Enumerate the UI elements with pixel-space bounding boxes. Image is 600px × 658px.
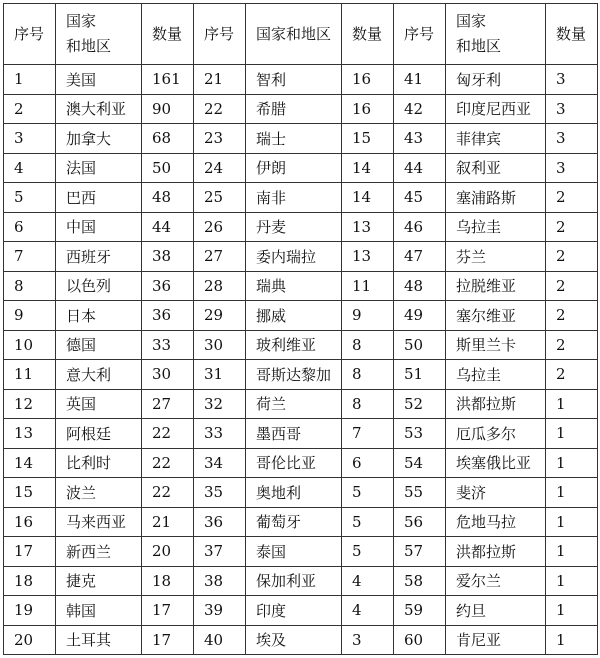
count-cell: 2 — [546, 183, 598, 213]
country-cell: 瑞士 — [246, 124, 342, 154]
table-row — [4, 94, 598, 124]
count-cell: 38 — [142, 242, 194, 272]
seq-cell: 28 — [194, 271, 246, 301]
country-cell: 丹麦 — [246, 212, 342, 242]
header-country-1-line1: 国家 — [66, 12, 97, 30]
seq-cell: 12 — [4, 389, 56, 419]
country-cell: 洪都拉斯 — [446, 537, 546, 567]
count-cell: 4 — [342, 566, 394, 596]
header-country-1-line2: 和地区 — [66, 37, 112, 55]
count-cell: 16 — [342, 94, 394, 124]
seq-cell: 15 — [4, 478, 56, 508]
country-cell: 芬兰 — [446, 242, 546, 272]
country-cell: 中国 — [56, 212, 142, 242]
header-count-1: 数量 — [142, 4, 194, 65]
count-cell: 8 — [342, 360, 394, 390]
country-cell: 乌拉圭 — [446, 360, 546, 390]
country-cell: 巴西 — [56, 183, 142, 213]
table-row — [4, 153, 598, 183]
table-row — [4, 537, 598, 567]
country-cell: 斐济 — [446, 478, 546, 508]
country-cell: 新西兰 — [56, 537, 142, 567]
country-cell: 印度尼西亚 — [446, 94, 546, 124]
country-cell: 埃塞俄比亚 — [446, 448, 546, 478]
count-cell: 14 — [342, 153, 394, 183]
country-cell: 希腊 — [246, 94, 342, 124]
count-cell: 22 — [142, 419, 194, 449]
seq-cell: 6 — [4, 212, 56, 242]
count-cell: 14 — [342, 183, 394, 213]
seq-cell: 4 — [4, 153, 56, 183]
header-country-1 — [56, 4, 142, 65]
seq-cell: 34 — [194, 448, 246, 478]
count-cell: 3 — [546, 94, 598, 124]
country-cell: 挪威 — [246, 301, 342, 331]
country-cell: 波兰 — [56, 478, 142, 508]
country-cell: 塞尔维亚 — [446, 301, 546, 331]
seq-cell: 44 — [394, 153, 446, 183]
count-cell: 8 — [342, 330, 394, 360]
count-cell: 1 — [546, 596, 598, 626]
country-cell: 美国 — [56, 65, 142, 95]
count-cell: 5 — [342, 507, 394, 537]
country-cell: 比利时 — [56, 448, 142, 478]
header-count-3: 数量 — [546, 4, 598, 65]
table-body — [4, 65, 598, 655]
country-cell: 澳大利亚 — [56, 94, 142, 124]
country-cell: 墨西哥 — [246, 419, 342, 449]
seq-cell: 37 — [194, 537, 246, 567]
count-cell: 3 — [546, 124, 598, 154]
country-cell: 伊朗 — [246, 153, 342, 183]
country-cell: 塞浦路斯 — [446, 183, 546, 213]
seq-cell: 55 — [394, 478, 446, 508]
count-cell: 1 — [546, 507, 598, 537]
country-cell: 匈牙利 — [446, 65, 546, 95]
seq-cell: 8 — [4, 271, 56, 301]
count-cell: 44 — [142, 212, 194, 242]
country-cell: 肯尼亚 — [446, 625, 546, 655]
header-country-2: 国家和地区 — [246, 4, 342, 65]
seq-cell: 5 — [4, 183, 56, 213]
header-country-3-line1: 国家 — [456, 12, 487, 30]
country-cell: 洪都拉斯 — [446, 389, 546, 419]
count-cell: 5 — [342, 537, 394, 567]
count-cell: 13 — [342, 242, 394, 272]
table-row — [4, 448, 598, 478]
country-cell: 英国 — [56, 389, 142, 419]
country-cell: 马来西亚 — [56, 507, 142, 537]
seq-cell: 54 — [394, 448, 446, 478]
seq-cell: 58 — [394, 566, 446, 596]
seq-cell: 11 — [4, 360, 56, 390]
table-row — [4, 566, 598, 596]
seq-cell: 13 — [4, 419, 56, 449]
country-cell: 日本 — [56, 301, 142, 331]
seq-cell: 23 — [194, 124, 246, 154]
seq-cell: 31 — [194, 360, 246, 390]
header-country-3 — [446, 4, 546, 65]
header-seq-3: 序号 — [394, 4, 446, 65]
country-cell: 加拿大 — [56, 124, 142, 154]
country-cell: 约旦 — [446, 596, 546, 626]
country-cell: 委内瑞拉 — [246, 242, 342, 272]
country-cell: 法国 — [56, 153, 142, 183]
country-cell: 奥地利 — [246, 478, 342, 508]
table-row — [4, 596, 598, 626]
count-cell: 9 — [342, 301, 394, 331]
seq-cell: 40 — [194, 625, 246, 655]
country-cell: 德国 — [56, 330, 142, 360]
seq-cell: 60 — [394, 625, 446, 655]
seq-cell: 14 — [4, 448, 56, 478]
seq-cell: 30 — [194, 330, 246, 360]
count-cell: 2 — [546, 360, 598, 390]
country-cell: 叙利亚 — [446, 153, 546, 183]
seq-cell: 27 — [194, 242, 246, 272]
country-cell: 西班牙 — [56, 242, 142, 272]
country-cell: 菲律宾 — [446, 124, 546, 154]
seq-cell: 50 — [394, 330, 446, 360]
country-cell: 阿根廷 — [56, 419, 142, 449]
count-cell: 1 — [546, 566, 598, 596]
country-cell: 意大利 — [56, 360, 142, 390]
count-cell: 6 — [342, 448, 394, 478]
count-cell: 3 — [546, 65, 598, 95]
seq-cell: 33 — [194, 419, 246, 449]
header-row — [4, 4, 598, 65]
country-cell: 南非 — [246, 183, 342, 213]
count-cell: 2 — [546, 301, 598, 331]
country-cell: 土耳其 — [56, 625, 142, 655]
seq-cell: 7 — [4, 242, 56, 272]
country-cell: 智利 — [246, 65, 342, 95]
count-cell: 36 — [142, 271, 194, 301]
table-row — [4, 242, 598, 272]
seq-cell: 43 — [394, 124, 446, 154]
seq-cell: 17 — [4, 537, 56, 567]
count-cell: 30 — [142, 360, 194, 390]
seq-cell: 51 — [394, 360, 446, 390]
seq-cell: 21 — [194, 65, 246, 95]
country-cell: 爱尔兰 — [446, 566, 546, 596]
count-cell: 21 — [142, 507, 194, 537]
count-cell: 16 — [342, 65, 394, 95]
count-cell: 48 — [142, 183, 194, 213]
seq-cell: 57 — [394, 537, 446, 567]
count-cell: 33 — [142, 330, 194, 360]
country-cell: 埃及 — [246, 625, 342, 655]
seq-cell: 41 — [394, 65, 446, 95]
table-row — [4, 271, 598, 301]
seq-cell: 26 — [194, 212, 246, 242]
seq-cell: 45 — [394, 183, 446, 213]
count-cell: 161 — [142, 65, 194, 95]
seq-cell: 19 — [4, 596, 56, 626]
count-cell: 1 — [546, 389, 598, 419]
seq-cell: 10 — [4, 330, 56, 360]
country-cell: 危地马拉 — [446, 507, 546, 537]
country-cell: 斯里兰卡 — [446, 330, 546, 360]
seq-cell: 42 — [394, 94, 446, 124]
table-row — [4, 330, 598, 360]
count-cell: 2 — [546, 212, 598, 242]
seq-cell: 46 — [394, 212, 446, 242]
seq-cell: 39 — [194, 596, 246, 626]
count-cell: 1 — [546, 448, 598, 478]
count-cell: 22 — [142, 478, 194, 508]
seq-cell: 16 — [4, 507, 56, 537]
count-cell: 17 — [142, 625, 194, 655]
count-cell: 17 — [142, 596, 194, 626]
count-cell: 50 — [142, 153, 194, 183]
count-cell: 5 — [342, 478, 394, 508]
table-row — [4, 124, 598, 154]
seq-cell: 32 — [194, 389, 246, 419]
seq-cell: 52 — [394, 389, 446, 419]
country-cell: 厄瓜多尔 — [446, 419, 546, 449]
count-cell: 1 — [546, 537, 598, 567]
seq-cell: 47 — [394, 242, 446, 272]
seq-cell: 2 — [4, 94, 56, 124]
table-row — [4, 360, 598, 390]
table-row — [4, 301, 598, 331]
country-cell: 哥伦比亚 — [246, 448, 342, 478]
count-cell: 2 — [546, 330, 598, 360]
count-cell: 1 — [546, 625, 598, 655]
count-cell: 22 — [142, 448, 194, 478]
table-row — [4, 183, 598, 213]
count-cell: 11 — [342, 271, 394, 301]
count-cell: 90 — [142, 94, 194, 124]
country-cell: 荷兰 — [246, 389, 342, 419]
country-cell: 葡萄牙 — [246, 507, 342, 537]
count-cell: 3 — [546, 153, 598, 183]
seq-cell: 59 — [394, 596, 446, 626]
country-cell: 瑞典 — [246, 271, 342, 301]
table-row — [4, 507, 598, 537]
seq-cell: 48 — [394, 271, 446, 301]
count-cell: 2 — [546, 271, 598, 301]
country-cell: 泰国 — [246, 537, 342, 567]
count-cell: 1 — [546, 419, 598, 449]
seq-cell: 3 — [4, 124, 56, 154]
table-row — [4, 419, 598, 449]
count-cell: 15 — [342, 124, 394, 154]
seq-cell: 38 — [194, 566, 246, 596]
count-cell: 8 — [342, 389, 394, 419]
count-cell: 3 — [342, 625, 394, 655]
country-cell: 保加利亚 — [246, 566, 342, 596]
seq-cell: 22 — [194, 94, 246, 124]
table-row — [4, 389, 598, 419]
seq-cell: 9 — [4, 301, 56, 331]
seq-cell: 1 — [4, 65, 56, 95]
header-seq-1: 序号 — [4, 4, 56, 65]
count-cell: 68 — [142, 124, 194, 154]
country-cell: 印度 — [246, 596, 342, 626]
count-cell: 20 — [142, 537, 194, 567]
country-cell: 玻利维亚 — [246, 330, 342, 360]
count-cell: 18 — [142, 566, 194, 596]
table-row — [4, 478, 598, 508]
header-seq-2: 序号 — [194, 4, 246, 65]
seq-cell: 25 — [194, 183, 246, 213]
header-count-2: 数量 — [342, 4, 394, 65]
country-cell: 哥斯达黎加 — [246, 360, 342, 390]
count-cell: 2 — [546, 242, 598, 272]
country-cell: 乌拉圭 — [446, 212, 546, 242]
header-country-3-line2: 和地区 — [456, 37, 502, 55]
count-cell: 27 — [142, 389, 194, 419]
country-cell: 拉脱维亚 — [446, 271, 546, 301]
count-cell: 4 — [342, 596, 394, 626]
seq-cell: 49 — [394, 301, 446, 331]
country-cell: 捷克 — [56, 566, 142, 596]
count-cell: 36 — [142, 301, 194, 331]
table-row — [4, 625, 598, 655]
count-cell: 13 — [342, 212, 394, 242]
seq-cell: 53 — [394, 419, 446, 449]
seq-cell: 20 — [4, 625, 56, 655]
seq-cell: 24 — [194, 153, 246, 183]
seq-cell: 56 — [394, 507, 446, 537]
country-cell: 韩国 — [56, 596, 142, 626]
count-cell: 7 — [342, 419, 394, 449]
country-cell: 以色列 — [56, 271, 142, 301]
seq-cell: 18 — [4, 566, 56, 596]
count-cell: 1 — [546, 478, 598, 508]
table-row — [4, 212, 598, 242]
seq-cell: 29 — [194, 301, 246, 331]
table-row — [4, 65, 598, 95]
seq-cell: 35 — [194, 478, 246, 508]
country-count-table — [3, 3, 598, 655]
seq-cell: 36 — [194, 507, 246, 537]
